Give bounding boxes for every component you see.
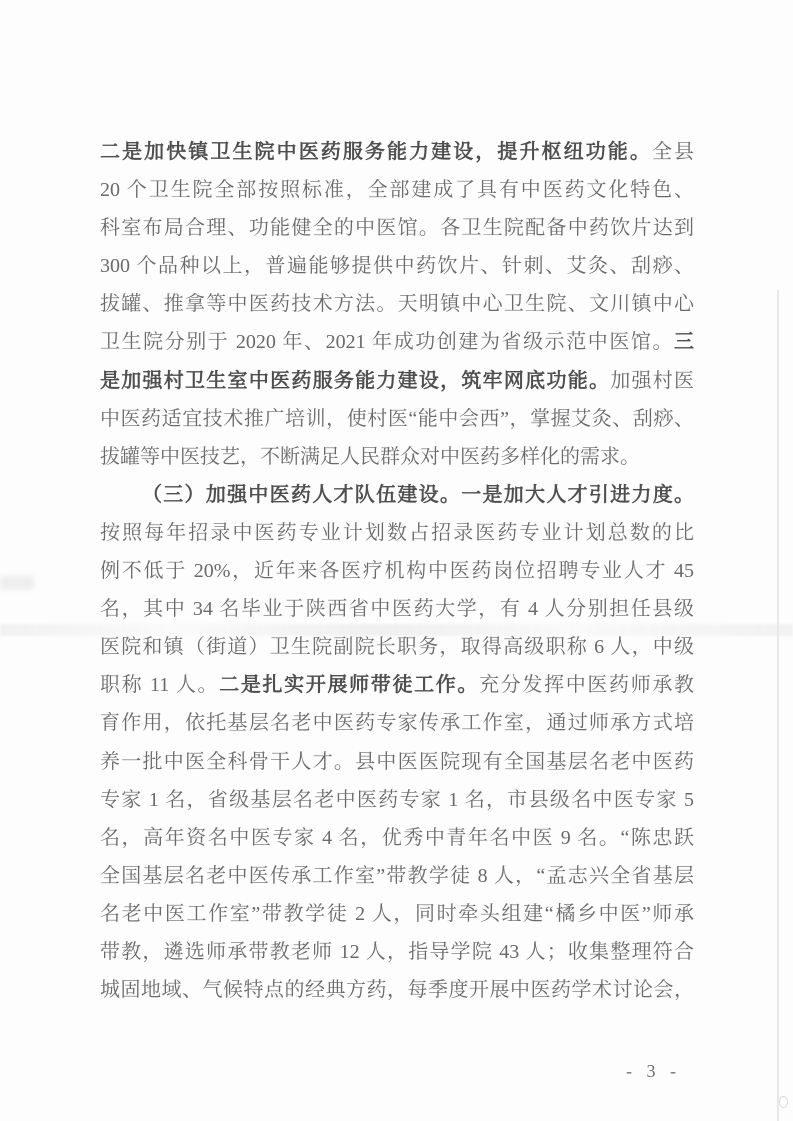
document-body <box>100 133 694 1009</box>
text-segment: 名，其中 34 名毕业于陕西省中医药大学，有 4 人分别担任县级 <box>100 598 694 621</box>
text-segment: 名老中医工作室”带教学徒 2 人，同时牵头组建“橘乡中医”师承 <box>100 902 694 925</box>
text-segment: 20 个卫生院全部按照标准，全部建成了具有中医药文化特色、 <box>100 179 694 202</box>
text-line <box>100 895 694 933</box>
text-line <box>100 476 694 514</box>
scan-artifact-edge-line <box>777 290 779 1121</box>
bold-text-segment: 二是扎实开展师带徒工作。 <box>219 674 480 697</box>
text-line <box>100 323 694 361</box>
scan-artifact-band <box>0 624 793 636</box>
text-line <box>100 704 694 742</box>
text-segment: 育作用，依托基层名老中医药专家传承工作室，通过师承方式培 <box>100 712 694 735</box>
text-line <box>100 743 694 781</box>
text-segment: 按照每年招录中医药专业计划数占招录医药专业计划总数的比 <box>100 521 694 544</box>
text-line <box>100 857 694 895</box>
text-segment: 卫生院分别于 2020 年、2021 年成功创建为省级示范中医馆。 <box>100 331 674 354</box>
text-segment: 名，高年资名中医专家 4 名，优秀中青年名中医 9 名。“陈忠跃 <box>100 826 694 849</box>
bold-text-segment: 二是加快镇卫生院中医药服务能力建设，提升枢纽功能。 <box>100 141 652 163</box>
text-segment: 例不低于 20%，近年来各医疗机构中医药岗位招聘专业人才 45 <box>100 560 694 583</box>
text-segment: 全国基层名老中医传承工作室”带教学徒 8 人，“孟志兴全省基层 <box>100 864 694 887</box>
text-line <box>100 781 694 819</box>
text-segment: 中医药适宜技术推广培训，使村医“能中会西”，掌握艾灸、刮痧、 <box>100 407 694 430</box>
text-line <box>100 171 694 209</box>
text-segment: 养一批中医全科骨干人才。县中医医院现有全国基层名老中医药 <box>100 750 694 773</box>
text-segment: 全县 <box>651 141 694 163</box>
text-segment: 300 个品种以上，普遍能够提供中药饮片、针刺、艾灸、刮痧、 <box>100 255 694 278</box>
scan-artifact-smudge <box>0 576 34 590</box>
text-line <box>100 133 694 171</box>
bold-text-segment: 是加强村卫生室中医药服务能力建设，筑牢网底功能。 <box>100 369 611 392</box>
text-line <box>100 514 694 552</box>
text-line <box>100 209 694 247</box>
text-segment: 带教，遴选师承带教老师 12 人，指导学院 43 人；收集整理符合 <box>100 940 694 963</box>
page-number: - 3 - <box>626 1061 681 1081</box>
text-segment: 拔罐等中医技艺，不断满足人民群众对中医药多样化的需求。 <box>100 445 640 468</box>
text-line <box>100 971 694 1009</box>
scan-artifact-dot <box>779 1096 788 1108</box>
text-line <box>100 590 694 628</box>
text-segment: 充分发挥中医药师承教 <box>479 674 694 697</box>
text-segment: 城固地域、气候特点的经典方药，每季度开展中医药学术讨论会， <box>100 979 694 1002</box>
text-segment: 医院和镇（街道）卫生院副院长职务，取得高级职称 6 人，中级 <box>100 636 694 659</box>
text-line <box>100 438 694 476</box>
text-line <box>100 933 694 971</box>
text-segment: 职称 11 人。 <box>100 674 220 697</box>
text-line <box>100 819 694 857</box>
text-line <box>100 400 694 438</box>
text-line <box>100 666 694 704</box>
text-line <box>100 362 694 400</box>
text-line <box>100 552 694 590</box>
text-line <box>100 247 694 285</box>
text-segment: 加强村医 <box>610 369 694 392</box>
bold-text-segment: 三 <box>674 331 694 354</box>
text-segment: 科室布局合理、功能健全的中医馆。各卫生院配备中药饮片达到 <box>100 217 694 240</box>
bold-text-segment: （三）加强中医药人才队伍建设。一是加大人才引进力度。 <box>142 483 694 506</box>
text-segment: 专家 1 名，省级基层名老中医药专家 1 名，市县级名中医专家 5 <box>100 788 694 811</box>
text-line <box>100 285 694 323</box>
text-segment: 拔罐、推拿等中医药技术方法。天明镇中心卫生院、文川镇中心 <box>100 293 694 316</box>
